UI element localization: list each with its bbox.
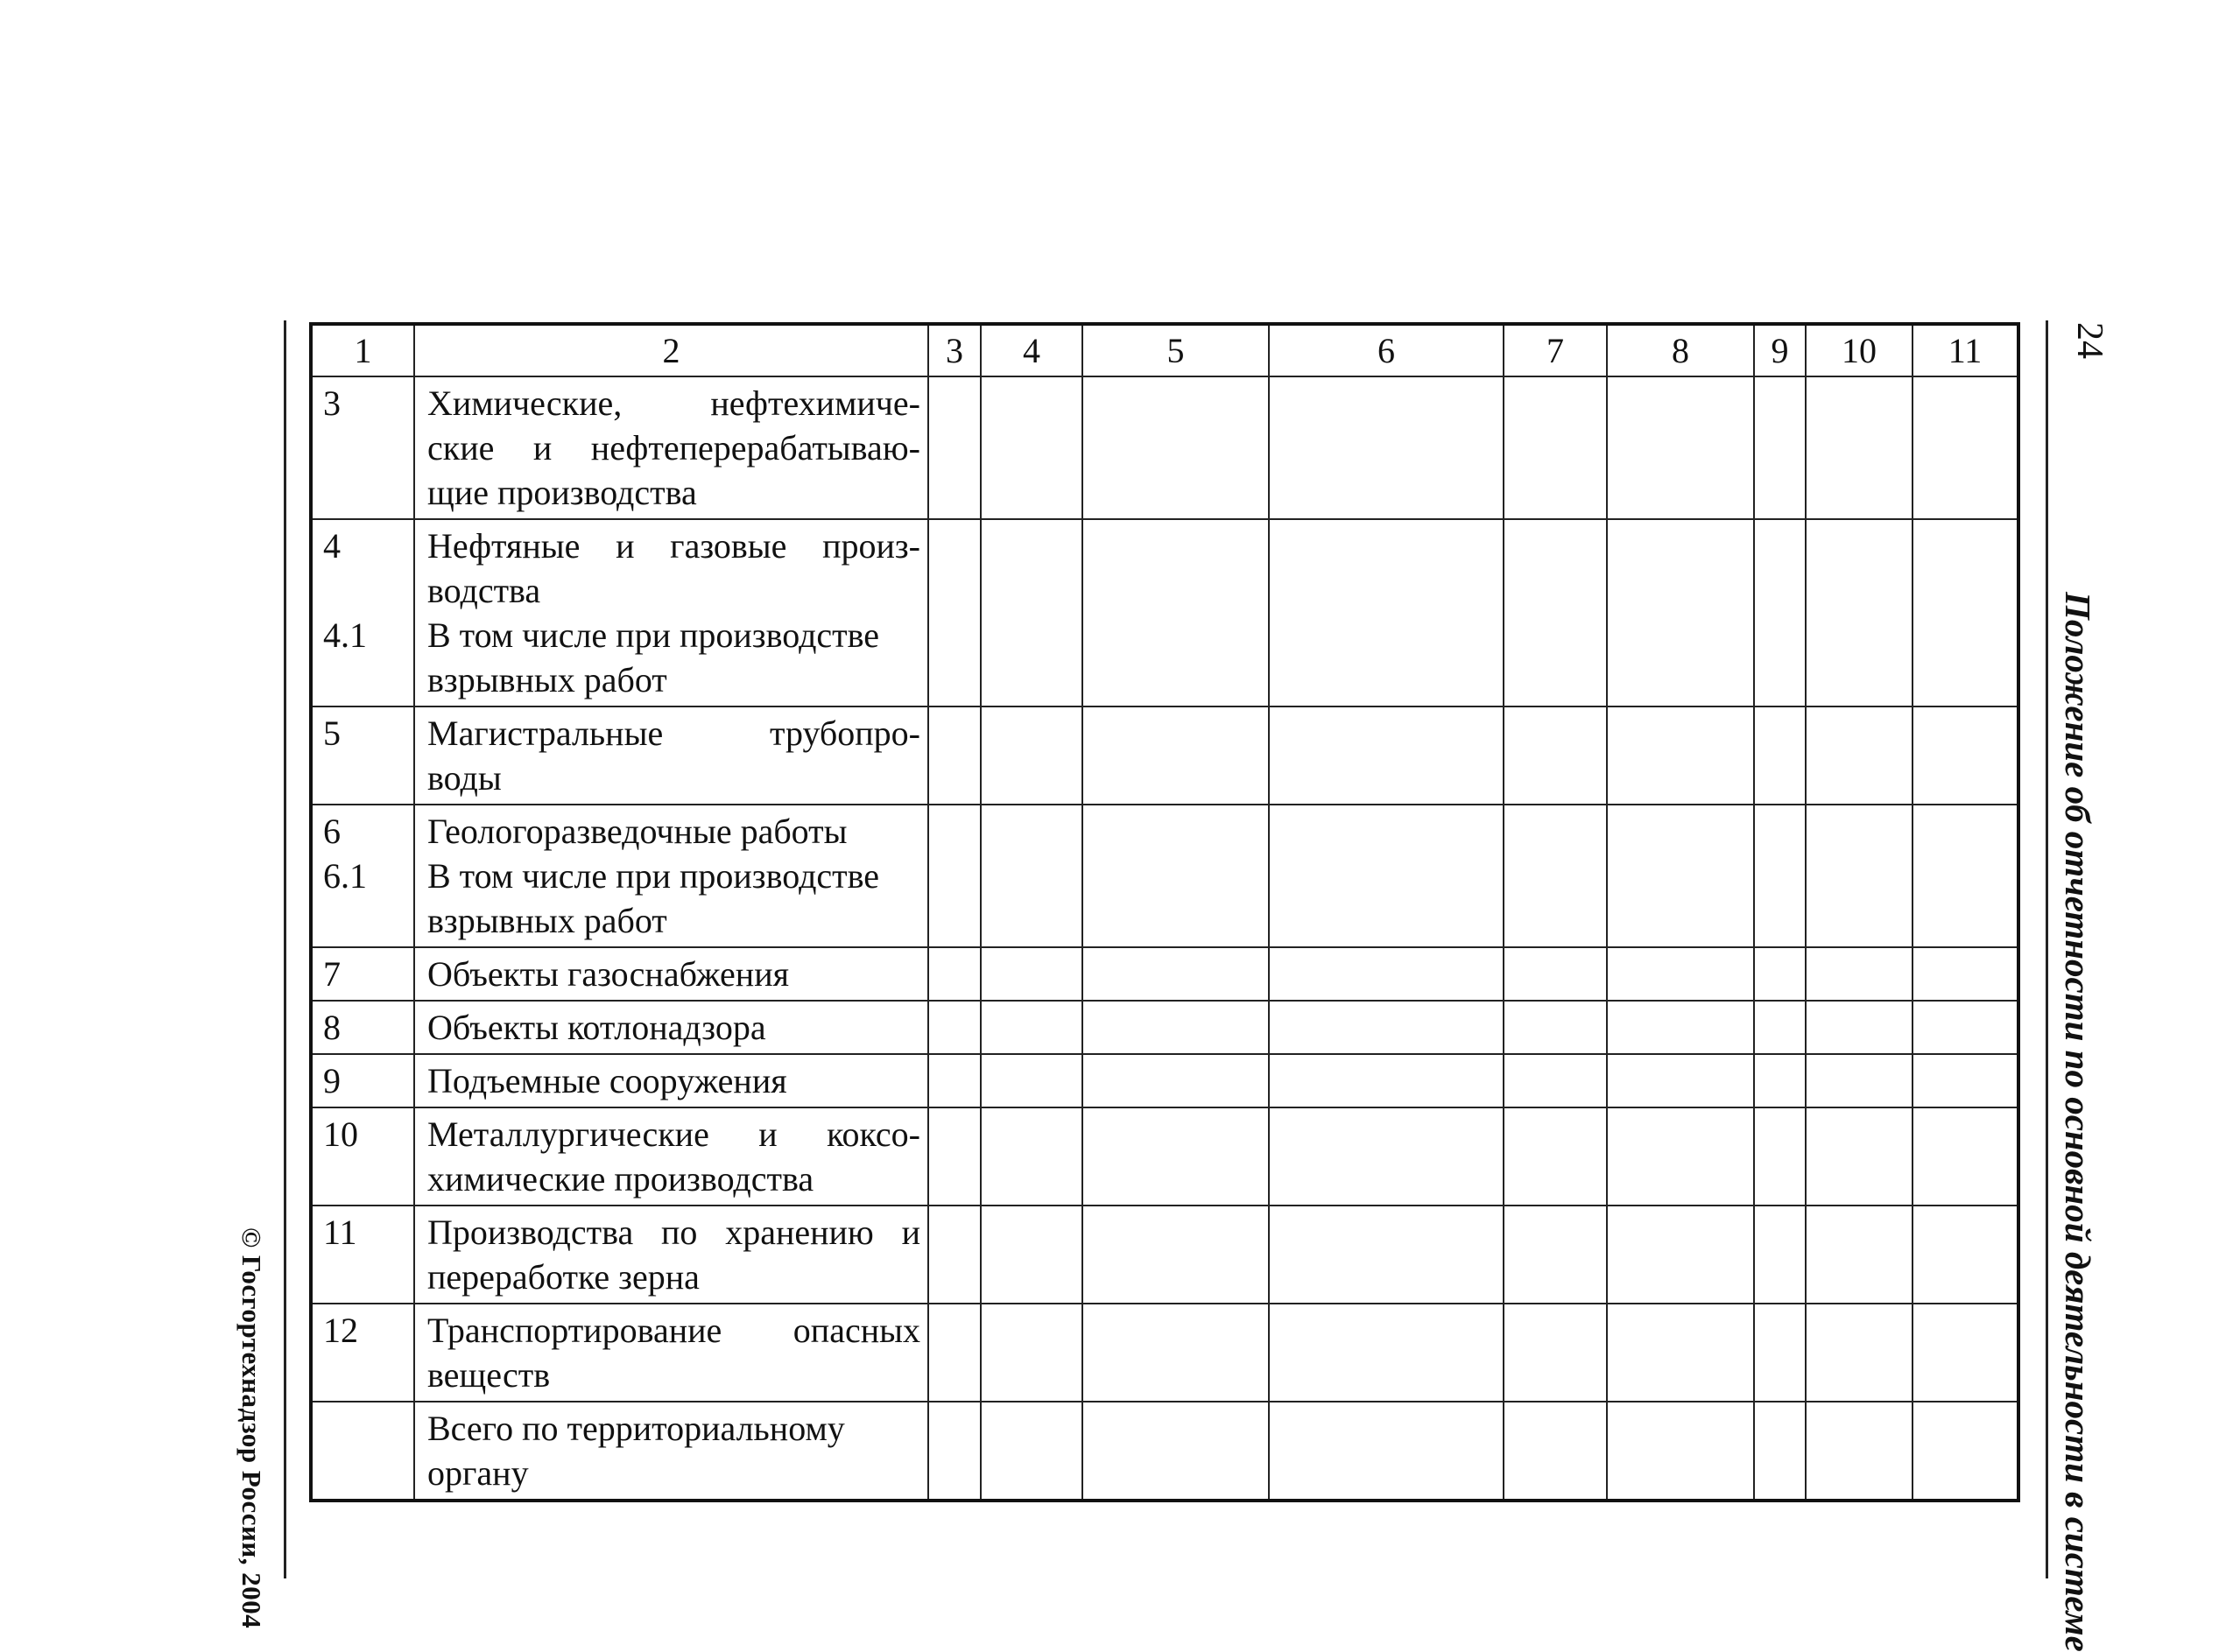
row-number-cell bbox=[311, 947, 414, 1001]
empty-data-cell bbox=[1082, 805, 1269, 947]
empty-data-cell bbox=[1806, 1206, 1913, 1304]
empty-data-cell bbox=[1082, 1402, 1269, 1501]
row-number-cell bbox=[311, 1107, 414, 1206]
empty-data-cell bbox=[1754, 1107, 1806, 1206]
copyright-notice: © Госгортехнадзор России, 2004 bbox=[236, 1227, 267, 1629]
empty-data-cell bbox=[1806, 1107, 1913, 1206]
empty-data-cell bbox=[1806, 706, 1913, 805]
row-number: 3 bbox=[323, 383, 341, 423]
row-description-line: воды bbox=[427, 758, 502, 798]
table-row bbox=[311, 706, 2018, 805]
running-title: Положение об отчетности по основной деятельности в системе bbox=[2058, 592, 2098, 1652]
empty-data-cell bbox=[928, 805, 981, 947]
empty-data-cell bbox=[981, 1304, 1082, 1402]
empty-data-cell bbox=[981, 1206, 1082, 1304]
empty-data-cell bbox=[1269, 1304, 1504, 1402]
table-row bbox=[311, 805, 2018, 947]
row-description-line: ские и нефтеперерабатываю- bbox=[427, 428, 920, 467]
row-description-line: переработке зерна bbox=[427, 1257, 700, 1297]
column-header: 7 bbox=[1504, 324, 1607, 376]
empty-data-cell bbox=[1913, 1001, 2018, 1054]
row-description-line: химические производства bbox=[427, 1159, 814, 1199]
empty-data-cell bbox=[928, 947, 981, 1001]
row-number: 7 bbox=[323, 954, 341, 994]
empty-data-cell bbox=[1607, 1402, 1754, 1501]
empty-data-cell bbox=[1082, 1206, 1269, 1304]
empty-data-cell bbox=[1913, 1206, 2018, 1304]
column-header: 11 bbox=[1913, 324, 2018, 376]
right-margin-rule bbox=[2046, 320, 2048, 1578]
empty-data-cell bbox=[1607, 706, 1754, 805]
empty-data-cell bbox=[1806, 1402, 1913, 1501]
empty-data-cell bbox=[1504, 1402, 1607, 1501]
row-number-cell bbox=[311, 805, 414, 947]
row-number-cell bbox=[311, 1304, 414, 1402]
row-number bbox=[323, 568, 413, 613]
empty-data-cell bbox=[981, 1107, 1082, 1206]
column-header: 8 bbox=[1607, 324, 1754, 376]
empty-data-cell bbox=[1607, 805, 1754, 947]
empty-data-cell bbox=[1913, 376, 2018, 519]
table-row bbox=[311, 1001, 2018, 1054]
empty-data-cell bbox=[1754, 519, 1806, 706]
empty-data-cell bbox=[1806, 1054, 1913, 1107]
empty-data-cell bbox=[1913, 1107, 2018, 1206]
row-description-cell bbox=[414, 805, 928, 947]
empty-data-cell bbox=[1082, 706, 1269, 805]
empty-data-cell bbox=[981, 947, 1082, 1001]
empty-data-cell bbox=[1754, 1402, 1806, 1501]
empty-data-cell bbox=[1806, 947, 1913, 1001]
row-description-line: Геологоразведочные работы bbox=[427, 812, 848, 851]
empty-data-cell bbox=[1913, 519, 2018, 706]
empty-data-cell bbox=[928, 1001, 981, 1054]
column-header: 1 bbox=[311, 324, 414, 376]
empty-data-cell bbox=[1269, 376, 1504, 519]
column-header: 9 bbox=[1754, 324, 1806, 376]
empty-data-cell bbox=[1504, 1054, 1607, 1107]
row-description-line: водства bbox=[427, 571, 541, 610]
row-number bbox=[323, 1406, 413, 1451]
row-description-line: Всего по территориальному bbox=[427, 1409, 845, 1448]
empty-data-cell bbox=[1504, 706, 1607, 805]
empty-data-cell bbox=[1754, 376, 1806, 519]
row-description-line: В том числе при производстве bbox=[427, 615, 880, 655]
row-description-line: щие производства bbox=[427, 473, 697, 512]
empty-data-cell bbox=[1754, 1304, 1806, 1402]
row-number: 8 bbox=[323, 1008, 341, 1047]
column-header: 10 bbox=[1806, 324, 1913, 376]
row-description-cell bbox=[414, 947, 928, 1001]
empty-data-cell bbox=[928, 376, 981, 519]
empty-data-cell bbox=[981, 805, 1082, 947]
empty-data-cell bbox=[1504, 805, 1607, 947]
table-row bbox=[311, 376, 2018, 519]
row-description-line: Нефтяные и газовые произ- bbox=[427, 526, 920, 566]
empty-data-cell bbox=[928, 1107, 981, 1206]
empty-data-cell bbox=[1754, 805, 1806, 947]
row-number: 6 bbox=[323, 812, 341, 851]
empty-data-cell bbox=[1082, 1001, 1269, 1054]
empty-data-cell bbox=[928, 1206, 981, 1304]
empty-data-cell bbox=[1082, 1107, 1269, 1206]
empty-data-cell bbox=[1269, 805, 1504, 947]
empty-data-cell bbox=[1607, 1054, 1754, 1107]
empty-data-cell bbox=[981, 1054, 1082, 1107]
empty-data-cell bbox=[981, 376, 1082, 519]
empty-data-cell bbox=[1806, 519, 1913, 706]
empty-data-cell bbox=[928, 519, 981, 706]
empty-data-cell bbox=[1269, 1054, 1504, 1107]
empty-data-cell bbox=[1607, 1107, 1754, 1206]
row-description-cell bbox=[414, 1107, 928, 1206]
row-number: 5 bbox=[323, 714, 341, 753]
empty-data-cell bbox=[1082, 1304, 1269, 1402]
row-description-line: веществ bbox=[427, 1355, 551, 1395]
empty-data-cell bbox=[1504, 1304, 1607, 1402]
empty-data-cell bbox=[981, 1402, 1082, 1501]
table-row bbox=[311, 519, 2018, 706]
row-description-cell bbox=[414, 1001, 928, 1054]
row-number: 11 bbox=[323, 1213, 357, 1252]
column-header: 6 bbox=[1269, 324, 1504, 376]
empty-data-cell bbox=[1913, 947, 2018, 1001]
empty-data-cell bbox=[1806, 805, 1913, 947]
empty-data-cell bbox=[1754, 1206, 1806, 1304]
empty-data-cell bbox=[1607, 947, 1754, 1001]
empty-data-cell bbox=[1269, 1001, 1504, 1054]
empty-data-cell bbox=[1082, 519, 1269, 706]
row-description-line: Металлургические и коксо- bbox=[427, 1114, 920, 1154]
empty-data-cell bbox=[981, 706, 1082, 805]
row-description-cell bbox=[414, 376, 928, 519]
row-number: 4 bbox=[323, 526, 341, 566]
empty-data-cell bbox=[1806, 1001, 1913, 1054]
row-number: 12 bbox=[323, 1311, 358, 1350]
empty-data-cell bbox=[1269, 1206, 1504, 1304]
row-number-cell bbox=[311, 1402, 414, 1501]
empty-data-cell bbox=[1607, 1001, 1754, 1054]
empty-data-cell bbox=[1082, 1054, 1269, 1107]
empty-data-cell bbox=[1269, 1402, 1504, 1501]
empty-data-cell bbox=[1269, 706, 1504, 805]
empty-data-cell bbox=[1269, 519, 1504, 706]
empty-data-cell bbox=[1607, 519, 1754, 706]
row-description-cell bbox=[414, 1054, 928, 1107]
empty-data-cell bbox=[1754, 1001, 1806, 1054]
page-number: 24 bbox=[2069, 322, 2110, 359]
empty-data-cell bbox=[981, 1001, 1082, 1054]
row-description-cell bbox=[414, 519, 928, 706]
table-row bbox=[311, 1107, 2018, 1206]
empty-data-cell bbox=[1082, 947, 1269, 1001]
empty-data-cell bbox=[1806, 1304, 1913, 1402]
row-number-cell bbox=[311, 1001, 414, 1054]
empty-data-cell bbox=[1082, 376, 1269, 519]
empty-data-cell bbox=[1504, 1107, 1607, 1206]
empty-data-cell bbox=[1754, 706, 1806, 805]
column-header: 2 bbox=[414, 324, 928, 376]
empty-data-cell bbox=[1504, 947, 1607, 1001]
row-description-line: Объекты газоснабжения bbox=[427, 954, 790, 994]
column-header: 3 bbox=[928, 324, 981, 376]
table-row bbox=[311, 1206, 2018, 1304]
report-table bbox=[309, 322, 2020, 1502]
empty-data-cell bbox=[1754, 947, 1806, 1001]
column-header: 5 bbox=[1082, 324, 1269, 376]
row-description-line: Подъемные сооружения bbox=[427, 1061, 787, 1100]
empty-data-cell bbox=[981, 519, 1082, 706]
left-margin-rule bbox=[284, 320, 286, 1578]
empty-data-cell bbox=[928, 1402, 981, 1501]
row-description-line: Транспортирование опасных bbox=[427, 1311, 920, 1350]
row-description-line: Объекты котлонадзора bbox=[427, 1008, 766, 1047]
row-number: 10 bbox=[323, 1114, 358, 1154]
empty-data-cell bbox=[1913, 1054, 2018, 1107]
empty-data-cell bbox=[1754, 1054, 1806, 1107]
row-description-cell bbox=[414, 1402, 928, 1501]
column-header: 4 bbox=[981, 324, 1082, 376]
row-description-cell bbox=[414, 1304, 928, 1402]
empty-data-cell bbox=[1269, 1107, 1504, 1206]
empty-data-cell bbox=[1806, 376, 1913, 519]
row-description-line: взрывных работ bbox=[427, 660, 667, 699]
table-header-row bbox=[311, 324, 2018, 376]
row-description-cell bbox=[414, 1206, 928, 1304]
table-row bbox=[311, 1054, 2018, 1107]
row-description-line: органу bbox=[427, 1453, 529, 1493]
row-number: 4.1 bbox=[323, 615, 367, 655]
empty-data-cell bbox=[928, 1054, 981, 1107]
table-row bbox=[311, 1402, 2018, 1501]
row-description-cell bbox=[414, 706, 928, 805]
empty-data-cell bbox=[1504, 519, 1607, 706]
row-description-line: Магистральные трубопро- bbox=[427, 714, 920, 753]
empty-data-cell bbox=[1913, 706, 2018, 805]
row-number: 6.1 bbox=[323, 856, 367, 896]
empty-data-cell bbox=[928, 706, 981, 805]
empty-data-cell bbox=[1607, 1304, 1754, 1402]
row-number-cell bbox=[311, 519, 414, 706]
row-number-cell bbox=[311, 706, 414, 805]
table-body bbox=[311, 376, 2018, 1501]
empty-data-cell bbox=[1913, 1304, 2018, 1402]
row-number-cell bbox=[311, 1054, 414, 1107]
empty-data-cell bbox=[1504, 1001, 1607, 1054]
empty-data-cell bbox=[1913, 805, 2018, 947]
row-description-line: взрывных работ bbox=[427, 901, 667, 940]
row-description-line: Производства по хранению и bbox=[427, 1213, 920, 1252]
table-row bbox=[311, 947, 2018, 1001]
empty-data-cell bbox=[928, 1304, 981, 1402]
empty-data-cell bbox=[1269, 947, 1504, 1001]
row-number-cell bbox=[311, 376, 414, 519]
table-row bbox=[311, 1304, 2018, 1402]
empty-data-cell bbox=[1504, 376, 1607, 519]
empty-data-cell bbox=[1504, 1206, 1607, 1304]
empty-data-cell bbox=[1913, 1402, 2018, 1501]
empty-data-cell bbox=[1607, 376, 1754, 519]
row-number-cell bbox=[311, 1206, 414, 1304]
row-description-line: Химические, нефтехимиче- bbox=[427, 383, 920, 423]
row-description-line: В том числе при производстве bbox=[427, 856, 880, 896]
empty-data-cell bbox=[1607, 1206, 1754, 1304]
row-number: 9 bbox=[323, 1061, 341, 1100]
